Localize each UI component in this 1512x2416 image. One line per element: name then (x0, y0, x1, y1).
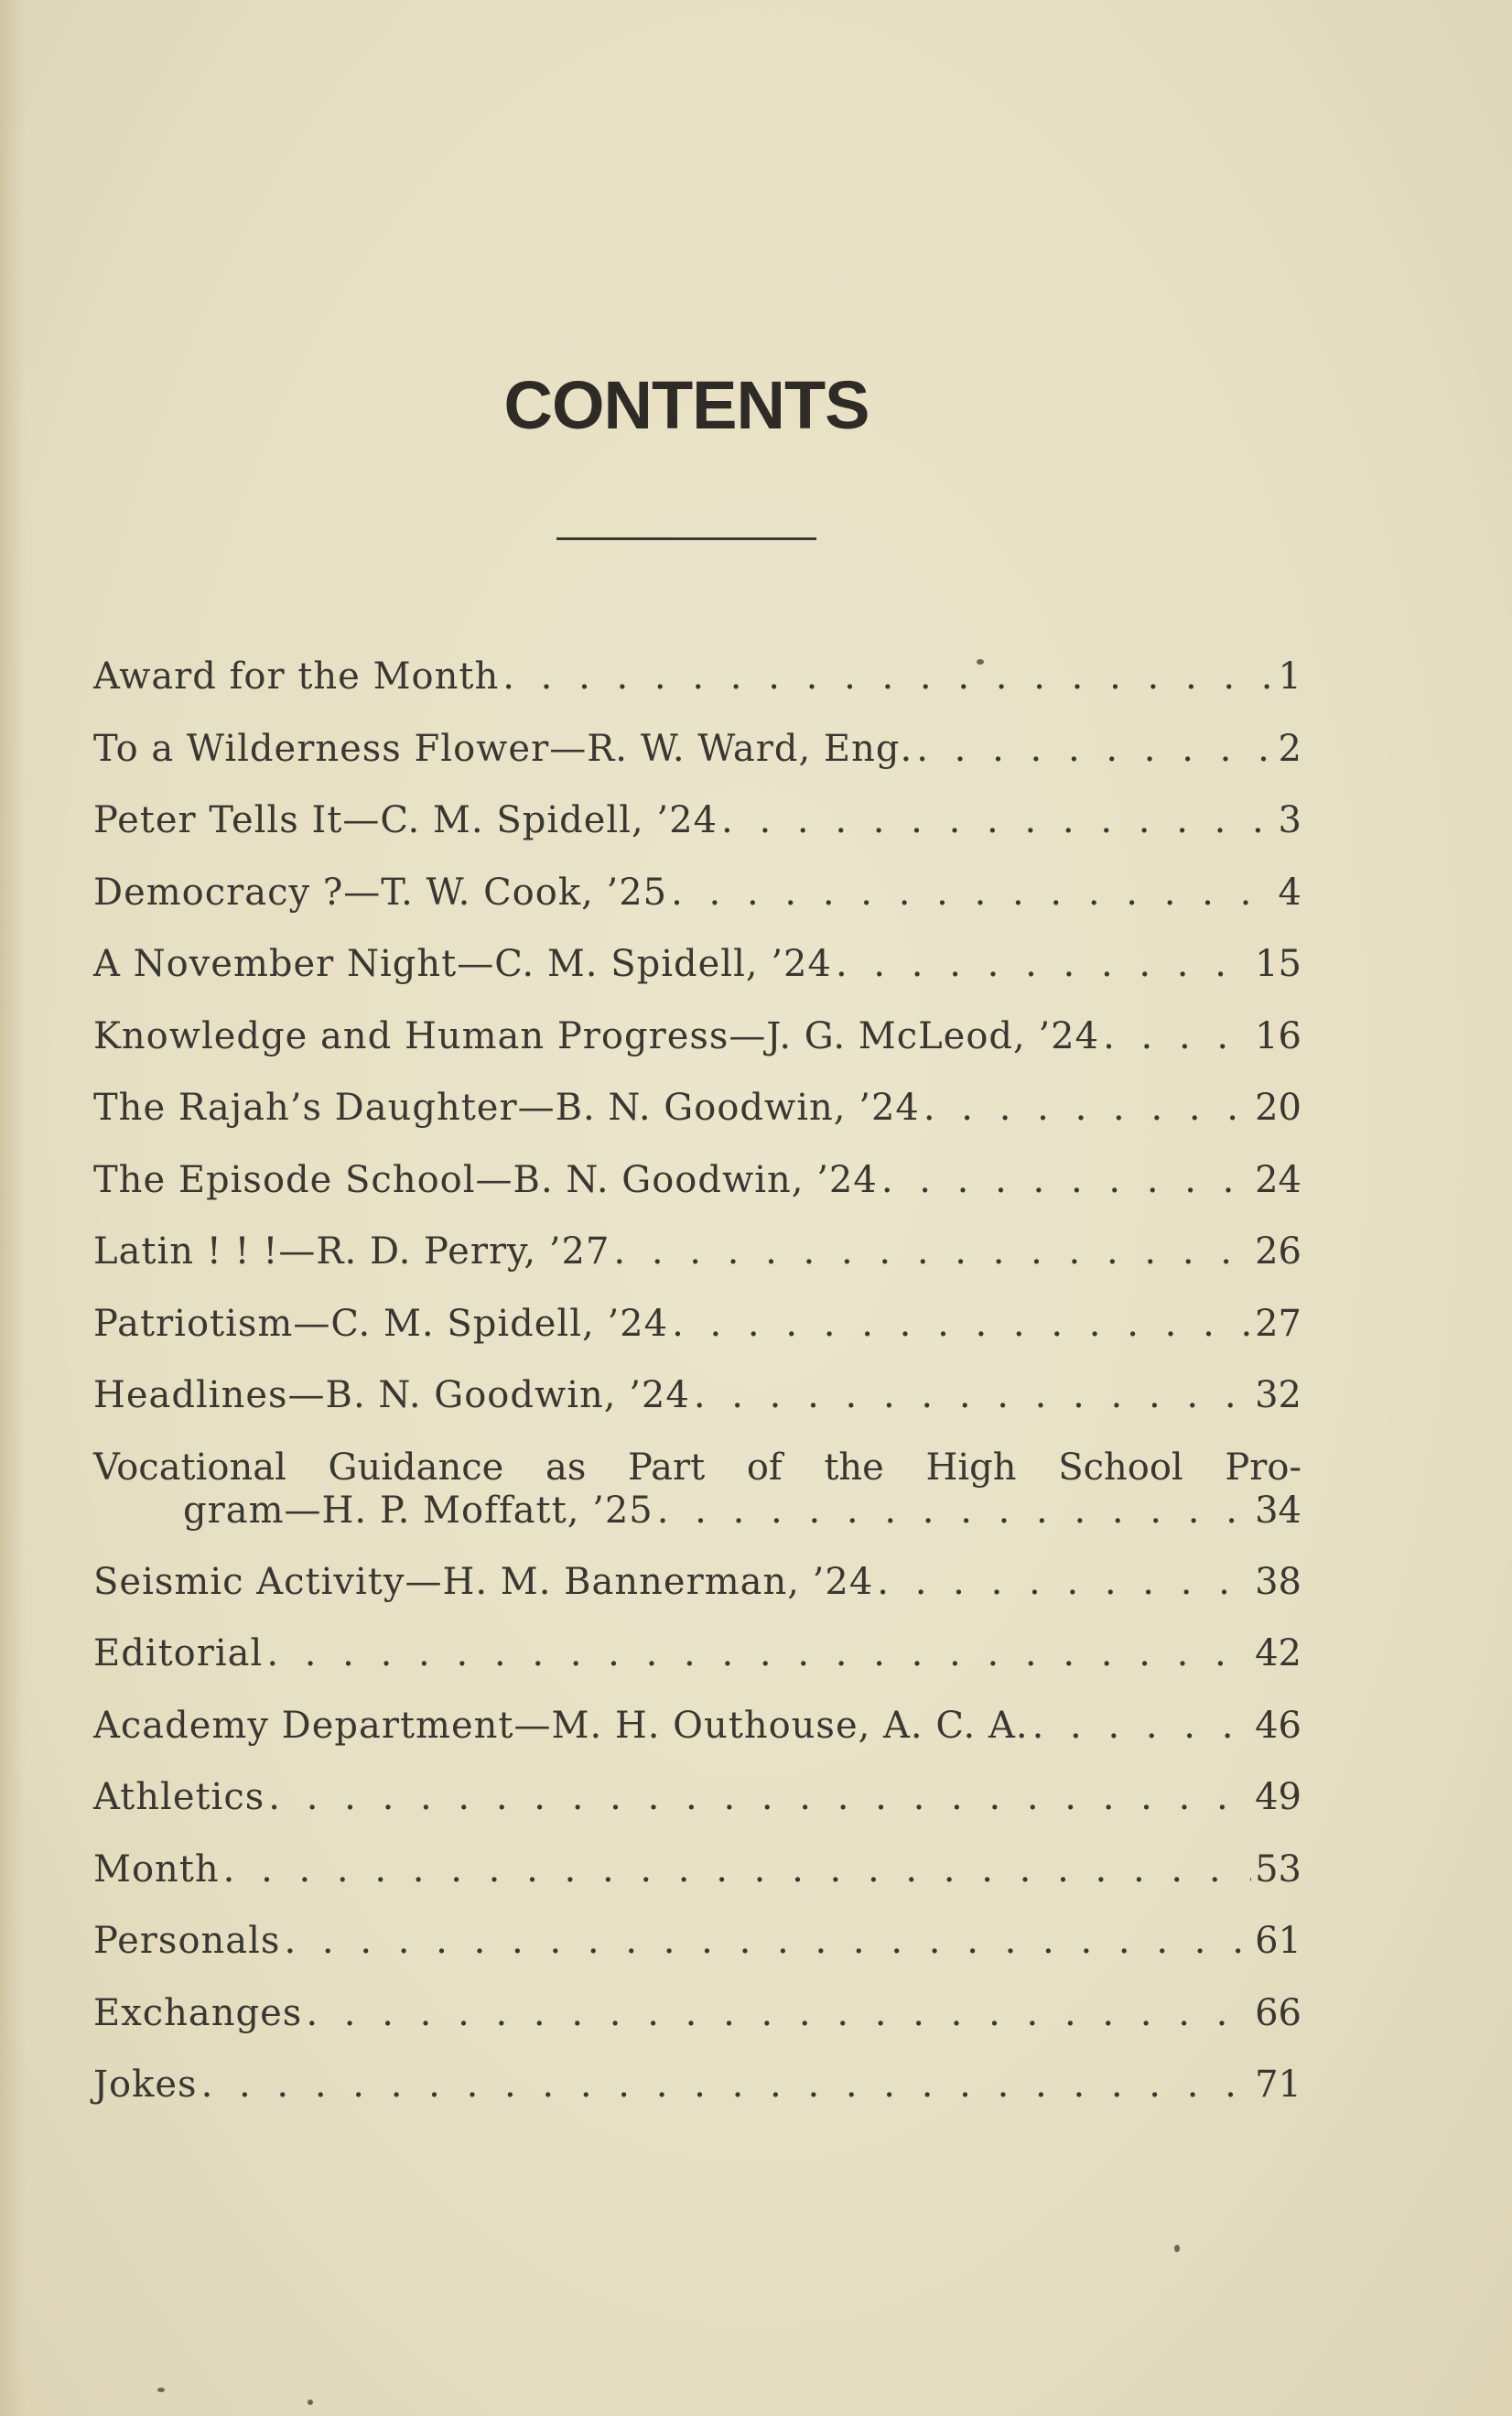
toc-entry-title: To a Wilderness Flower—R. W. Ward, Eng. (93, 727, 913, 770)
toc-entry (93, 713, 1301, 785)
dot-leader (1032, 1690, 1252, 1762)
dot-leader (923, 1072, 1251, 1144)
toc-entry (93, 1905, 1301, 1977)
toc-entry-title: Editorial (93, 1632, 264, 1674)
dot-leader (268, 1761, 1251, 1834)
toc-entry-page: 34 (1255, 1489, 1301, 1532)
paper-speck (1174, 2245, 1180, 2252)
toc-entry (93, 1690, 1301, 1762)
toc-entry-page: 1 (1278, 655, 1301, 698)
toc-entry-page: 26 (1255, 1230, 1301, 1273)
toc-entry-page: 42 (1255, 1632, 1301, 1674)
dot-leader (1103, 1001, 1251, 1073)
toc-entry-page: 20 (1255, 1087, 1301, 1129)
toc-entry-title: Award for the Month (93, 655, 500, 698)
toc-entry-page: 66 (1255, 1991, 1301, 2034)
toc-entry (93, 1432, 1301, 1546)
toc-entry (93, 928, 1301, 1001)
toc-entry-page: 32 (1255, 1374, 1301, 1416)
toc-entry (93, 1144, 1301, 1217)
page-title: CONTENTS (503, 367, 869, 443)
title-rule (556, 537, 816, 540)
toc-entry (93, 1216, 1301, 1288)
dot-leader (284, 1905, 1251, 1977)
toc-entry-title: Knowledge and Human Progress—J. G. McLeod, ’24 (93, 1014, 1100, 1057)
toc-entry-page: 3 (1278, 799, 1301, 841)
toc-entry-title: Latin ! ! !—R. D. Perry, ’27 (93, 1230, 610, 1273)
page-edge-shadow (0, 0, 26, 2416)
dot-leader (881, 1144, 1251, 1217)
toc-entry-title: Jokes (93, 2064, 198, 2106)
dot-leader (266, 1618, 1251, 1690)
dot-leader (916, 713, 1274, 785)
toc-entry-page: 27 (1255, 1302, 1301, 1345)
dot-leader (657, 1475, 1251, 1547)
toc-entry-title-line1: Vocational Guidance as Part of the High School Pro- (93, 1446, 1301, 1489)
toc-entry-page: 15 (1255, 943, 1301, 985)
dot-leader (672, 1288, 1251, 1360)
toc-entry-page: 24 (1255, 1158, 1301, 1201)
toc-entry-page: 61 (1255, 1920, 1301, 1962)
toc-entry-title: Academy Department—M. H. Outhouse, A. C. A. (93, 1704, 1029, 1747)
dot-leader (721, 785, 1275, 857)
toc-entry-page: 46 (1255, 1704, 1301, 1747)
toc-entry (93, 1001, 1301, 1073)
toc-entry-page: 53 (1255, 1847, 1301, 1891)
dot-leader (836, 928, 1251, 1001)
dot-leader (201, 2049, 1252, 2121)
table-of-contents (93, 641, 1301, 2121)
toc-entry-title: Democracy ?—T. W. Cook, ’25 (93, 871, 668, 914)
paper-speck (157, 2388, 165, 2392)
paper-speck (977, 659, 984, 665)
toc-entry-title: Personals (93, 1920, 281, 1962)
toc-entry-title: The Rajah’s Daughter—B. N. Goodwin, ’24 (93, 1087, 920, 1129)
toc-entry-title: Peter Tells It—C. M. Spidell, ’24 (93, 799, 718, 841)
toc-entry (93, 857, 1301, 929)
toc-entry (93, 641, 1301, 713)
toc-entry-title: Athletics (93, 1776, 265, 1818)
dot-leader (306, 1977, 1251, 2050)
toc-entry-page: 4 (1278, 871, 1301, 914)
toc-entry (93, 785, 1301, 857)
dot-leader (502, 641, 1274, 713)
toc-entry-title: Month (93, 1847, 220, 1891)
toc-entry (93, 1288, 1301, 1360)
toc-entry-title: Patriotism—C. M. Spidell, ’24 (93, 1302, 669, 1345)
toc-entry (93, 1618, 1301, 1690)
toc-entry-page: 49 (1255, 1776, 1301, 1818)
toc-entry-title: The Episode School—B. N. Goodwin, ’24 (93, 1158, 878, 1201)
dot-leader (613, 1216, 1251, 1288)
toc-entry-title: Seismic Activity—H. M. Bannerman, ’24 (93, 1560, 874, 1603)
toc-entry-page: 38 (1255, 1560, 1301, 1603)
paper-speck (308, 2400, 313, 2405)
toc-entry (93, 1360, 1301, 1432)
toc-entry-page: 2 (1278, 727, 1301, 770)
toc-entry-title-line2: gram—H. P. Moffatt, ’25 (183, 1489, 653, 1532)
toc-entry (93, 1977, 1301, 2050)
dot-leader (877, 1546, 1251, 1619)
dot-leader (671, 857, 1274, 929)
toc-entry-page: 71 (1255, 2064, 1301, 2106)
dot-leader (694, 1360, 1251, 1432)
toc-entry-title: Headlines—B. N. Goodwin, ’24 (93, 1374, 690, 1416)
toc-entry-title: Exchanges (93, 1991, 303, 2034)
toc-entry (93, 1761, 1301, 1834)
dot-leader (223, 1834, 1251, 1906)
toc-entry-title: A November Night—C. M. Spidell, ’24 (93, 943, 832, 985)
toc-entry (93, 1546, 1301, 1619)
toc-entry (93, 1834, 1301, 1906)
toc-entry (93, 2049, 1301, 2121)
toc-entry (93, 1072, 1301, 1144)
toc-entry-page: 16 (1255, 1014, 1301, 1057)
